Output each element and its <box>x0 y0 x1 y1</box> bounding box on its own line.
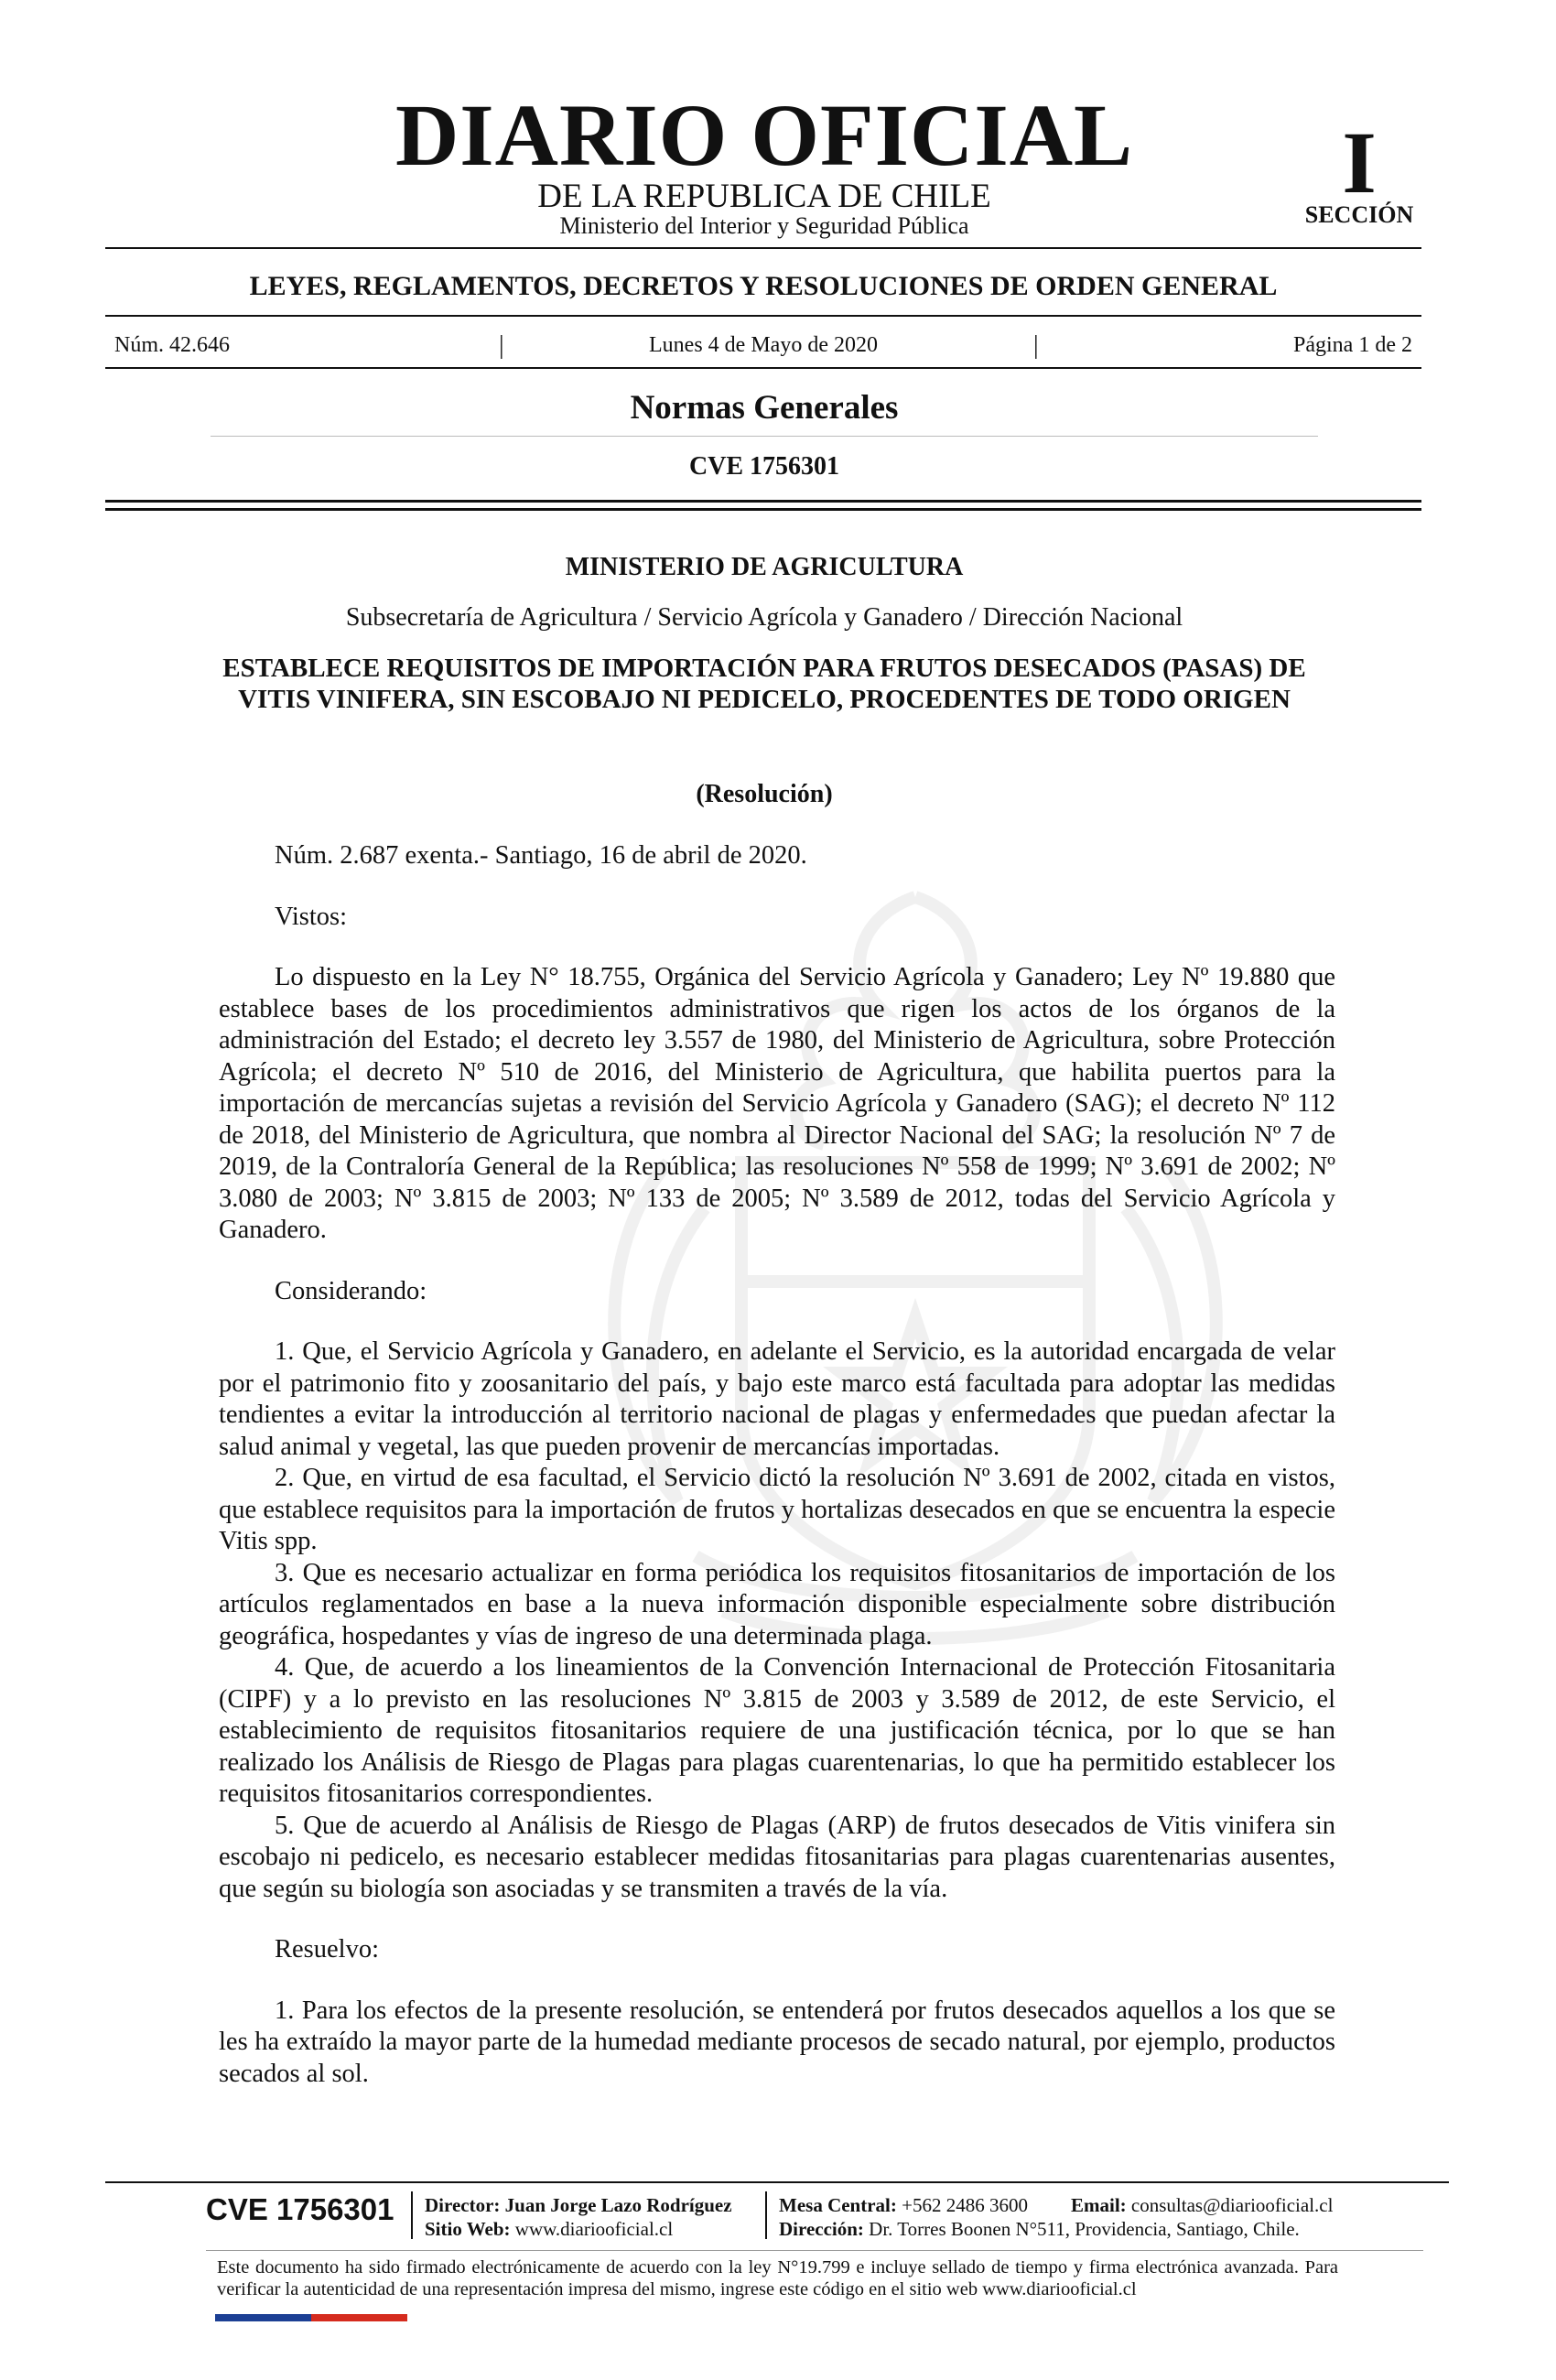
category-divider <box>105 315 1421 317</box>
section-label: SECCIÓN <box>1304 201 1414 228</box>
issue-info-row <box>114 333 1412 366</box>
email-label: Email: <box>1071 2194 1127 2216</box>
masthead-title: DIARIO OFICIAL <box>394 86 1134 184</box>
footer-separator <box>765 2191 767 2239</box>
address-value: Dr. Torres Boonen N°511, Providencia, Santiago, Chile. <box>869 2218 1300 2240</box>
considerando-heading: Considerando: <box>275 1276 427 1305</box>
flag-stripe-blue <box>215 2314 311 2321</box>
info-separator: | <box>499 331 504 360</box>
vistos-heading: Vistos: <box>275 902 348 931</box>
footer-director <box>425 2193 732 2217</box>
considerando-paragraph: 5. Que de acuerdo al Análisis de Riesgo de Plagas (ARP) de frutos desecados de Vitis vinifera sin escobajo ni pedicelo, es necesario establecer medidas fitosanitarias para plagas cuarentenarias ausentes, que según su biología son asociadas y se transmiten a través de la vía. <box>219 1811 1335 1903</box>
considerando-paragraph: 2. Que, en virtud de esa facultad, el Servicio dictó la resolución Nº 3.691 de 2002, citada en vistos, que establece requisitos para la importación de frutos y hortalizas desecados en que se encuentra la especie Vitis spp. <box>219 1464 1335 1555</box>
thick-divider-top <box>105 500 1421 503</box>
footer-website <box>425 2217 673 2241</box>
info-separator: | <box>1033 331 1039 360</box>
resolution-number-line: Núm. 2.687 exenta.- Santiago, 16 de abril de 2020. <box>275 841 807 870</box>
resuelvo-paragraph: 1. Para los efectos de la presente resolución, se entenderá por frutos desecados aquellos a los que se les ha extraído la mayor parte de la humedad mediante procesos de secado natural, por ejemplo, productos secados al sol. <box>219 1996 1335 2088</box>
ministry-heading: MINISTERIO DE AGRICULTURA <box>565 553 964 581</box>
footer-address <box>779 2217 1300 2241</box>
footer-note-divider <box>206 2250 1423 2251</box>
page-number: Página 1 de 2 <box>1293 333 1412 357</box>
cve-code: CVE 1756301 <box>688 452 840 481</box>
website-link[interactable]: www.diariooficial.cl <box>514 2218 674 2240</box>
info-divider <box>105 367 1421 369</box>
document-type: (Resolución) <box>696 780 833 808</box>
mesa-phone: +562 2486 3600 <box>902 2194 1028 2216</box>
footer-signature-note: Este documento ha sido firmado electrónicamente de acuerdo con la ley N°19.799 e incluye sellado de tiempo y firma electrónica avanzada. Para verificar la autenticidad de una representación impresa del mismo, ingrese este código en el sitio web www.diariooficial.cl <box>217 2257 1338 2299</box>
mesa-label: Mesa Central: <box>779 2194 897 2216</box>
footer-cve-code: CVE 1756301 <box>206 2192 394 2226</box>
document-title: ESTABLECE REQUISITOS DE IMPORTACIÓN PARA FRUTOS DESECADOS (PASAS) DE VITIS VINIFERA, SIN ESCOBAJO NI PEDICELO, PROCEDENTES DE TODO ORIGEN <box>222 654 1306 714</box>
heading-divider <box>211 436 1318 437</box>
issue-number: Núm. 42.646 <box>114 333 230 357</box>
masthead-ministry: Ministerio del Interior y Seguridad Pública <box>559 212 969 239</box>
director-label: Director: <box>425 2194 501 2216</box>
subsecretaria-line: Subsecretaría de Agricultura / Servicio Agrícola y Ganadero / Dirección Nacional <box>345 603 1183 632</box>
footer-email <box>1071 2193 1333 2217</box>
section-number: I <box>1342 114 1377 211</box>
section-heading: Normas Generales <box>630 389 899 427</box>
email-link[interactable]: consultas@diariooficial.cl <box>1130 2194 1334 2216</box>
issue-date: Lunes 4 de Mayo de 2020 <box>649 333 878 357</box>
resuelvo-heading: Resuelvo: <box>275 1935 379 1964</box>
category-banner: LEYES, REGLAMENTOS, DECRETOS Y RESOLUCIONES DE ORDEN GENERAL <box>249 271 1278 301</box>
director-name: Juan Jorge Lazo Rodríguez <box>504 2194 732 2216</box>
footer-divider <box>105 2181 1449 2183</box>
website-label: Sitio Web: <box>425 2218 511 2240</box>
vistos-paragraph: Lo dispuesto en la Ley N° 18.755, Orgánica del Servicio Agrícola y Ganadero; Ley Nº 19.880 que establece bases de los procedimientos administrativos que rigen los actos de los órganos de la administración del Estado; el decreto ley 3.557 de 1980, del Ministerio de Agricultura, sobre Protección Agrícola; el decreto Nº 510 de 2016, del Ministerio de Agricultura, que habilita puertos para la importación de mercancías sujetas a revisión del Servicio Agrícola y Ganadero (SAG); el decreto Nº 112 de 2018, del Ministerio de Agricultura, que nombra al Director Nacional del SAG; la resolución Nº 7 de 2019, de la Contraloría General de la República; las resoluciones Nº 558 de 1999; Nº 3.691 de 2002; Nº 3.080 de 2003; Nº 3.815 de 2003; Nº 133 de 2005; Nº 3.589 de 2012, todas del Servicio Agrícola y Ganadero. <box>219 963 1335 1244</box>
masthead-divider <box>105 247 1421 249</box>
considerando-paragraph: 1. Que, el Servicio Agrícola y Ganadero, en adelante el Servicio, es la autoridad encargada de velar por el patrimonio fito y zoosanitario del país, y bajo este marco está facultada para adoptar las medidas tendientes a evitar la introducción al territorio nacional de plagas y enfermedades que puedan afectar la salud animal y vegetal, las que pueden provenir de mercancías importadas. <box>219 1337 1335 1461</box>
masthead-subtitle: DE LA REPUBLICA DE CHILE <box>537 178 991 215</box>
thick-divider-bottom <box>105 508 1421 511</box>
document-body <box>219 840 1335 2090</box>
considerando-paragraph: 3. Que es necesario actualizar en forma periódica los requisitos fitosanitarios de importación de los artículos reglamentados en base a la nueva información disponible especialmente sobre distribución geográfica, hospedantes y vías de ingreso de una determinada plaga. <box>219 1558 1335 1650</box>
footer-mesa-central <box>779 2193 1028 2217</box>
considerando-paragraph: 4. Que, de acuerdo a los lineamientos de la Convención Internacional de Protección Fitosanitaria (CIPF) y a lo previsto en las resoluciones Nº 3.815 de 2003 y 3.589 de 2012, de este Servicio, el establecimiento de requisitos fitosanitarios requiere de una justificación técnica, por lo que se han realizado los Análisis de Riesgo de Plagas para plagas cuarentenarias, lo que ha permitido establecer los requisitos fitosanitarios correspondientes. <box>219 1653 1335 1808</box>
flag-stripe-red <box>311 2314 407 2321</box>
footer-separator <box>411 2191 413 2239</box>
address-label: Dirección: <box>779 2218 864 2240</box>
